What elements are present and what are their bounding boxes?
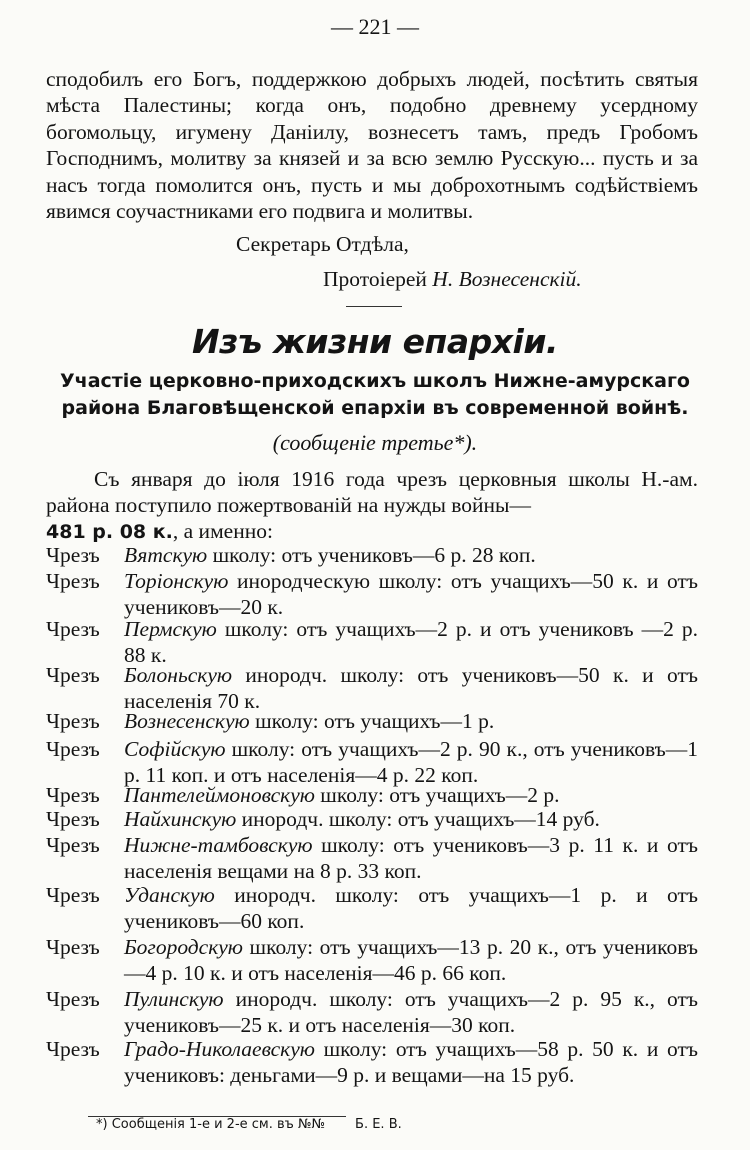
entry-label: Чрезъ xyxy=(46,569,100,593)
school-name: Вознесенскую xyxy=(124,709,250,733)
entry-text: школу: отъ учащихъ—2 р. и отъ учениковъ —2 р. 88 к. xyxy=(124,617,698,667)
entry-label: Чрезъ xyxy=(46,709,100,733)
entry-permskaya xyxy=(46,616,698,668)
entry-bogorodskaya xyxy=(46,934,698,986)
entry-bolonskaya xyxy=(46,662,698,714)
entry-text: инородч. школу: отъ учениковъ—50 к. и отъ населенія 70 к. xyxy=(124,663,698,713)
entry-label: Чрезъ xyxy=(46,833,100,857)
signature-name: Н. Вознесенскій. xyxy=(432,267,582,291)
intro-amount: 481 р. 08 к. xyxy=(46,521,173,543)
entry-label: Чрезъ xyxy=(46,783,100,807)
entry-voznesenskaya xyxy=(46,708,698,734)
entry-udanskaya xyxy=(46,882,698,934)
entry-text: школу: отъ учащихъ—2 р. 90 к., отъ учениковъ—1 р. 11 коп. и отъ населенія—4 р. 22 коп. xyxy=(124,737,698,787)
school-name: Градо-Николаевскую xyxy=(124,1037,315,1061)
school-name: Уданскую xyxy=(124,883,215,907)
entry-nayhinskaya xyxy=(46,806,698,832)
intro-tail: , а именно: xyxy=(172,519,273,543)
school-name: Пермскую xyxy=(124,617,217,641)
entry-text: инородч. школу: отъ учащихъ—1 р. и отъ учениковъ—60 коп. xyxy=(124,883,698,933)
school-name: Пантелеймоновскую xyxy=(124,783,315,807)
school-name: Найхинскую xyxy=(124,807,237,831)
entry-text: инородч. школу: отъ учащихъ—14 руб. xyxy=(236,807,600,831)
footnote-text: *) Сообщенія 1-е и 2-е см. въ №№ xyxy=(96,1117,326,1132)
entry-text: школу: отъ учащихъ—2 р. xyxy=(314,783,560,807)
signature-divider xyxy=(346,306,402,307)
article-title: Участіе церковно-приходскихъ школъ Нижне-амурскаго района Благовѣщенской епархіи въ современной войнѣ. xyxy=(60,370,690,419)
opening-paragraph: сподобилъ его Богъ, поддержкою добрыхъ людей, посѣтить святыя мѣста Палестины; когда онъ, подобно древнему усердному богомольцу, игумену Даніилу, вознесетъ тамъ, предъ Гробомъ Господнимъ, молитву за князей и за всю землю Русскую... пусть и за насъ тогда помолится онъ, пусть и мы доброхотнымъ содѣйствіемъ явимся соучастниками его подвига и молитвы. xyxy=(46,67,698,224)
signature-rank: Протоіерей xyxy=(323,267,427,291)
entry-text: школу: отъ учащихъ—1 р. xyxy=(249,709,495,733)
entry-label: Чрезъ xyxy=(46,987,100,1011)
entry-label: Чрезъ xyxy=(46,737,100,761)
page-number: — 221 — xyxy=(331,14,419,39)
entry-text: школу: отъ учащихъ—13 р. 20 к., отъ учениковъ—4 р. 10 к. и отъ населенія—46 р. 66 коп. xyxy=(124,935,698,985)
entry-nizhne-tambovskaya xyxy=(46,832,698,884)
entry-vyatskaya xyxy=(46,542,698,568)
school-name: Вятскую xyxy=(124,543,208,567)
entry-text: школу: отъ учениковъ—6 р. 28 коп. xyxy=(207,543,536,567)
entry-text: школу: отъ учащихъ—58 р. 50 к. и отъ учениковъ: деньгами—9 р. и вещами—на 15 руб. xyxy=(124,1037,698,1087)
entry-grado-nikolaevskaya xyxy=(46,1036,698,1088)
entry-label: Чрезъ xyxy=(46,807,100,831)
entry-label: Чрезъ xyxy=(46,935,100,959)
signature-line xyxy=(323,267,582,292)
section-title: Изъ жизни епархіи. xyxy=(192,322,558,361)
school-name: Софійскую xyxy=(124,737,226,761)
article-subtitle: (сообщенiе третье*). xyxy=(272,430,478,455)
entry-label: Чрезъ xyxy=(46,663,100,687)
signature-position: Секретарь Отдѣла, xyxy=(236,232,409,256)
school-name: Торіонскую xyxy=(124,569,229,593)
entry-pulinskaya xyxy=(46,986,698,1038)
entry-label: Чрезъ xyxy=(46,883,100,907)
school-name: Пулинскую xyxy=(124,987,224,1011)
entry-text: инородч. школу: отъ учащихъ—2 р. 95 к., отъ учениковъ—25 к. и отъ населенія—30 коп. xyxy=(124,987,698,1037)
entry-label: Чрезъ xyxy=(46,617,100,641)
entry-sofiyskaya xyxy=(46,736,698,788)
intro-paragraph xyxy=(46,466,698,545)
entry-torionskaya xyxy=(46,568,698,620)
school-name: Нижне-тамбовскую xyxy=(124,833,313,857)
entry-label: Чрезъ xyxy=(46,543,100,567)
entry-panteleymonovskaya xyxy=(46,782,698,808)
school-name: Болоньскую xyxy=(124,663,233,687)
footnote-source: Б. Е. В. xyxy=(355,1117,402,1132)
intro-text: Съ января до іюля 1916 года чрезъ церковныя школы Н.-ам. района поступило пожертвованій на нужды войны— xyxy=(46,467,698,517)
entry-text: инородческую школу: отъ учащихъ—50 к. и отъ учениковъ—20 к. xyxy=(124,569,698,619)
entry-label: Чрезъ xyxy=(46,1037,100,1061)
school-name: Богородскую xyxy=(124,935,243,959)
entry-text: школу: отъ учениковъ—3 р. 11 к. и отъ населенія вещами на 8 р. 33 коп. xyxy=(124,833,698,883)
footnote xyxy=(96,1117,402,1132)
